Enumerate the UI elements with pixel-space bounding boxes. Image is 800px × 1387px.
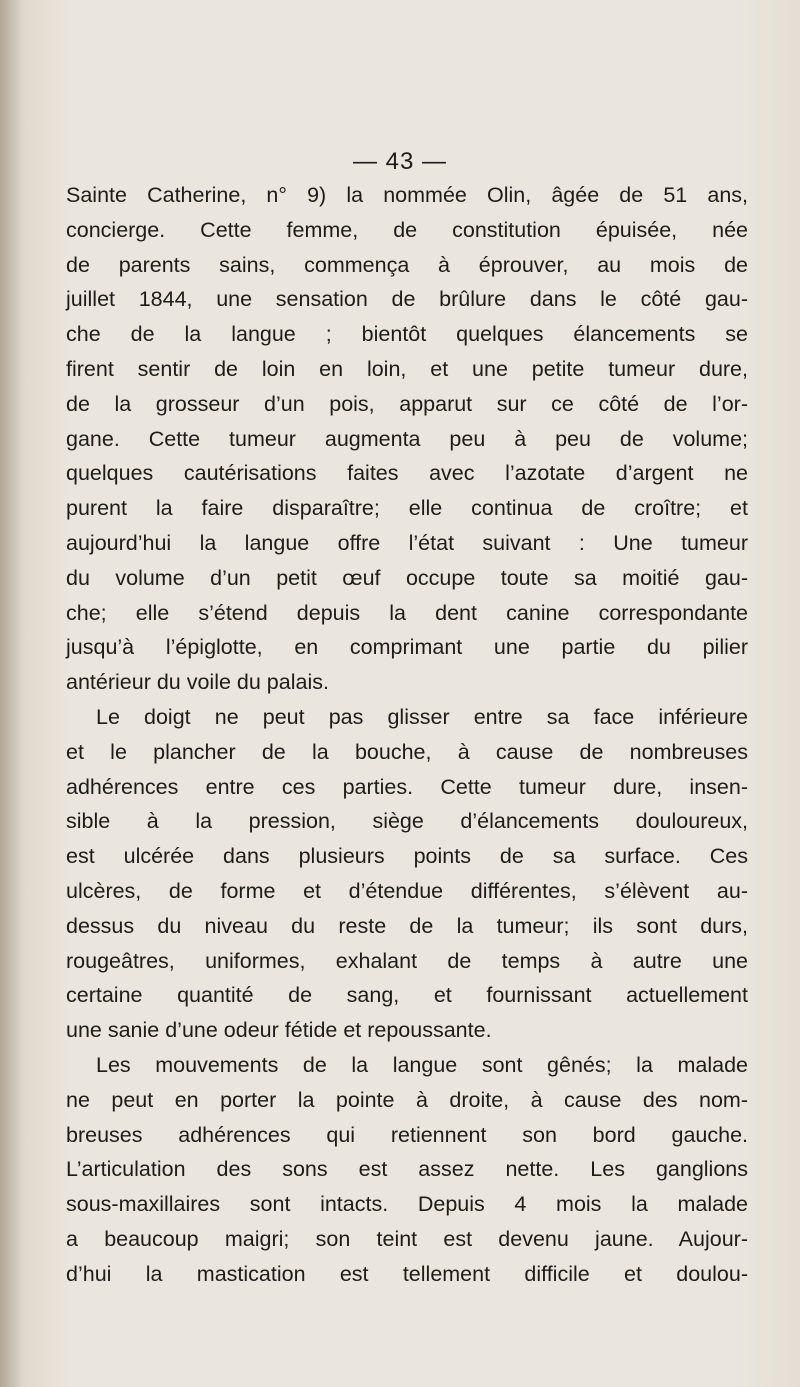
text-line: de la grosseur d’un pois, apparut sur ce côté de l’or-: [66, 391, 748, 416]
text-line: che de la langue ; bientôt quelques élancements se: [66, 322, 748, 347]
text-line: est ulcérée dans plusieurs points de sa surface. Ces: [66, 844, 748, 869]
text-line: antérieur du voile du palais.: [66, 670, 329, 695]
text-line: L’articulation des sons est assez nette. Les ganglions: [66, 1157, 748, 1182]
binding-shadow: [0, 0, 22, 1387]
text-line: a beaucoup maigri; son teint est devenu jaune. Aujour-: [66, 1226, 748, 1251]
text-line: sible à la pression, siège d’élancements douloureux,: [66, 809, 748, 834]
text-line: purent la faire disparaître; elle continua de croître; et: [66, 496, 748, 521]
page-number: — 43 —: [352, 148, 448, 175]
text-line: firent sentir de loin en loin, et une petite tumeur dure,: [66, 356, 748, 381]
text-line: de parents sains, commença à éprouver, au mois de: [66, 252, 748, 277]
text-line: sous-maxillaires sont intacts. Depuis 4 mois la malade: [66, 1192, 748, 1217]
text-line: Le doigt ne peut pas glisser entre sa face inférieure: [96, 704, 748, 729]
text-line: che; elle s’étend depuis la dent canine correspondante: [66, 600, 748, 625]
text-line: adhérences entre ces parties. Cette tumeur dure, insen-: [66, 774, 748, 799]
text-line: Les mouvements de la langue sont gênés; la malade: [96, 1052, 748, 1077]
text-line: dessus du niveau du reste de la tumeur; ils sont durs,: [66, 913, 748, 938]
text-line: une sanie d’une odeur fétide et repoussante.: [66, 1018, 492, 1043]
text-line: et le plancher de la bouche, à cause de nombreuses: [66, 739, 748, 764]
text-line: gane. Cette tumeur augmenta peu à peu de volume;: [66, 426, 748, 451]
text-line: aujourd’hui la langue offre l’état suivant : Une tumeur: [66, 530, 748, 555]
text-line: ulcères, de forme et d’étendue différentes, s’élèvent au-: [66, 878, 748, 903]
text-line: juillet 1844, une sensation de brûlure dans le côté gau-: [66, 287, 748, 312]
text-line: Sainte Catherine, n° 9) la nommée Olin, âgée de 51 ans,: [66, 183, 748, 207]
text-line: breuses adhérences qui retiennent son bord gauche.: [66, 1122, 748, 1147]
body-text: [66, 178, 748, 1292]
text-line: certaine quantité de sang, et fournissant actuellement: [66, 983, 748, 1008]
text-line: quelques cautérisations faites avec l’azotate d’argent ne: [66, 461, 748, 486]
text-line: d’hui la mastication est tellement difficile et doulou-: [66, 1261, 748, 1286]
text-line: jusqu’à l’épiglotte, en comprimant une partie du pilier: [66, 635, 748, 660]
text-line: ne peut en porter la pointe à droite, à cause des nom-: [66, 1087, 748, 1112]
text-line: du volume d’un petit œuf occupe toute sa moitié gau-: [66, 565, 748, 590]
text-line: rougeâtres, uniformes, exhalant de temps à autre une: [66, 948, 748, 973]
text-line: concierge. Cette femme, de constitution épuisée, née: [66, 217, 748, 242]
